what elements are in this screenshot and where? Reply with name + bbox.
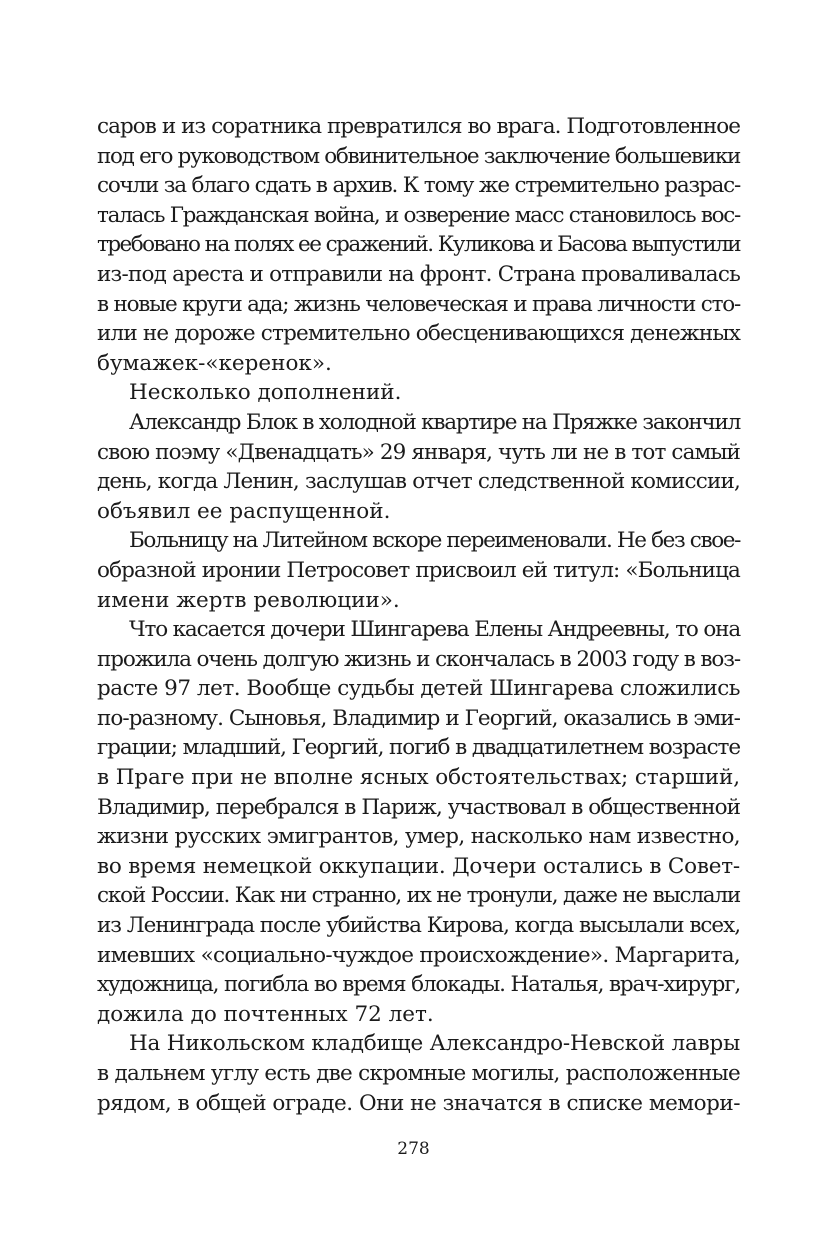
text-line: или не дороже стремительно обесценивающихся денежных <box>97 321 740 347</box>
text-line: расте 97 лет. Вообще судьбы детей Шингарева сложились <box>97 676 740 702</box>
text-line: саров и из соратника превратился во врага. Подготовленное <box>97 114 741 139</box>
text-line: день, когда Ленин, заслушав отчет следственной комиссии, <box>97 469 740 495</box>
paragraph-start-line: Больницу на Литейном вскоре переименовали. Не без свое- <box>129 528 740 554</box>
text-line: имени жертв революции». <box>97 587 400 613</box>
text-line: из Ленинграда после убийства Кирова, когда высылали всех, <box>97 913 740 939</box>
text-line: из-под ареста и отправили на фронт. Страна проваливалась <box>97 261 740 287</box>
paragraph-start-line: Несколько дополнений. <box>129 380 402 406</box>
text-line: в дальнем углу есть две скромные могилы, расположенные <box>97 1061 740 1086</box>
text-line: в новые круги ада; жизнь человеческая и права личности сто- <box>97 291 740 317</box>
text-line: требовано на полях ее сражений. Куликова и Басова выпустили <box>97 232 740 258</box>
text-line: прожила очень долгую жизнь и скончалась в 2003 году в воз- <box>97 646 740 672</box>
text-line: имевших «социально-чуждое происхождение». Маргарита, <box>97 942 740 968</box>
text-line: бумажек-«керенок». <box>97 350 332 376</box>
text-line: объявил ее распущенной. <box>97 498 391 524</box>
text-line: художница, погибла во время блокады. Наталья, врач-хирург, <box>97 972 740 998</box>
text-line: в Праге при не вполне ясных обстоятельствах; старший, <box>97 765 740 791</box>
text-line: грации; младший, Георгий, погиб в двадцатилетнем возрасте <box>97 735 740 761</box>
paragraph-start-line: Александр Блок в холодной квартире на Пряжке закончил <box>129 409 740 435</box>
page-text <box>97 112 740 1118</box>
text-line: Владимир, перебрался в Париж, участвовал в общественной <box>97 794 740 820</box>
text-line: жизни русских эмигрантов, умер, насколько нам известно, <box>97 824 740 850</box>
paragraph-start-line: На Никольском кладбище Александро-Невской лавры <box>129 1031 740 1057</box>
text-line: образной иронии Петросовет присвоил ей титул: «Больница <box>97 557 740 583</box>
text-line: рядом, в общей ограде. Они не значатся в списке мемори- <box>97 1090 740 1116</box>
paragraph-start-line: Что касается дочери Шингарева Елены Андреевны, то она <box>129 617 740 643</box>
text-line: по-разному. Сыновья, Владимир и Георгий, оказались в эми- <box>97 705 740 731</box>
text-line: под его руководством обвинительное заключение большевики <box>97 143 740 169</box>
text-line: сочли за благо сдать в архив. К тому же стремительно разрас- <box>97 173 740 199</box>
text-line: талась Гражданская война, и озверение масс становилось вос- <box>97 202 740 228</box>
text-line: ской России. Как ни странно, их не тронули, даже не выслали <box>97 883 740 909</box>
text-line: во время немецкой оккупации. Дочери остались в Совет- <box>97 853 740 879</box>
page-number: 278 <box>397 1139 430 1159</box>
text-line: свою поэму «Двенадцать» 29 января, чуть ли не в тот самый <box>97 439 740 465</box>
text-line: дожила до почтенных 72 лет. <box>97 1001 434 1027</box>
